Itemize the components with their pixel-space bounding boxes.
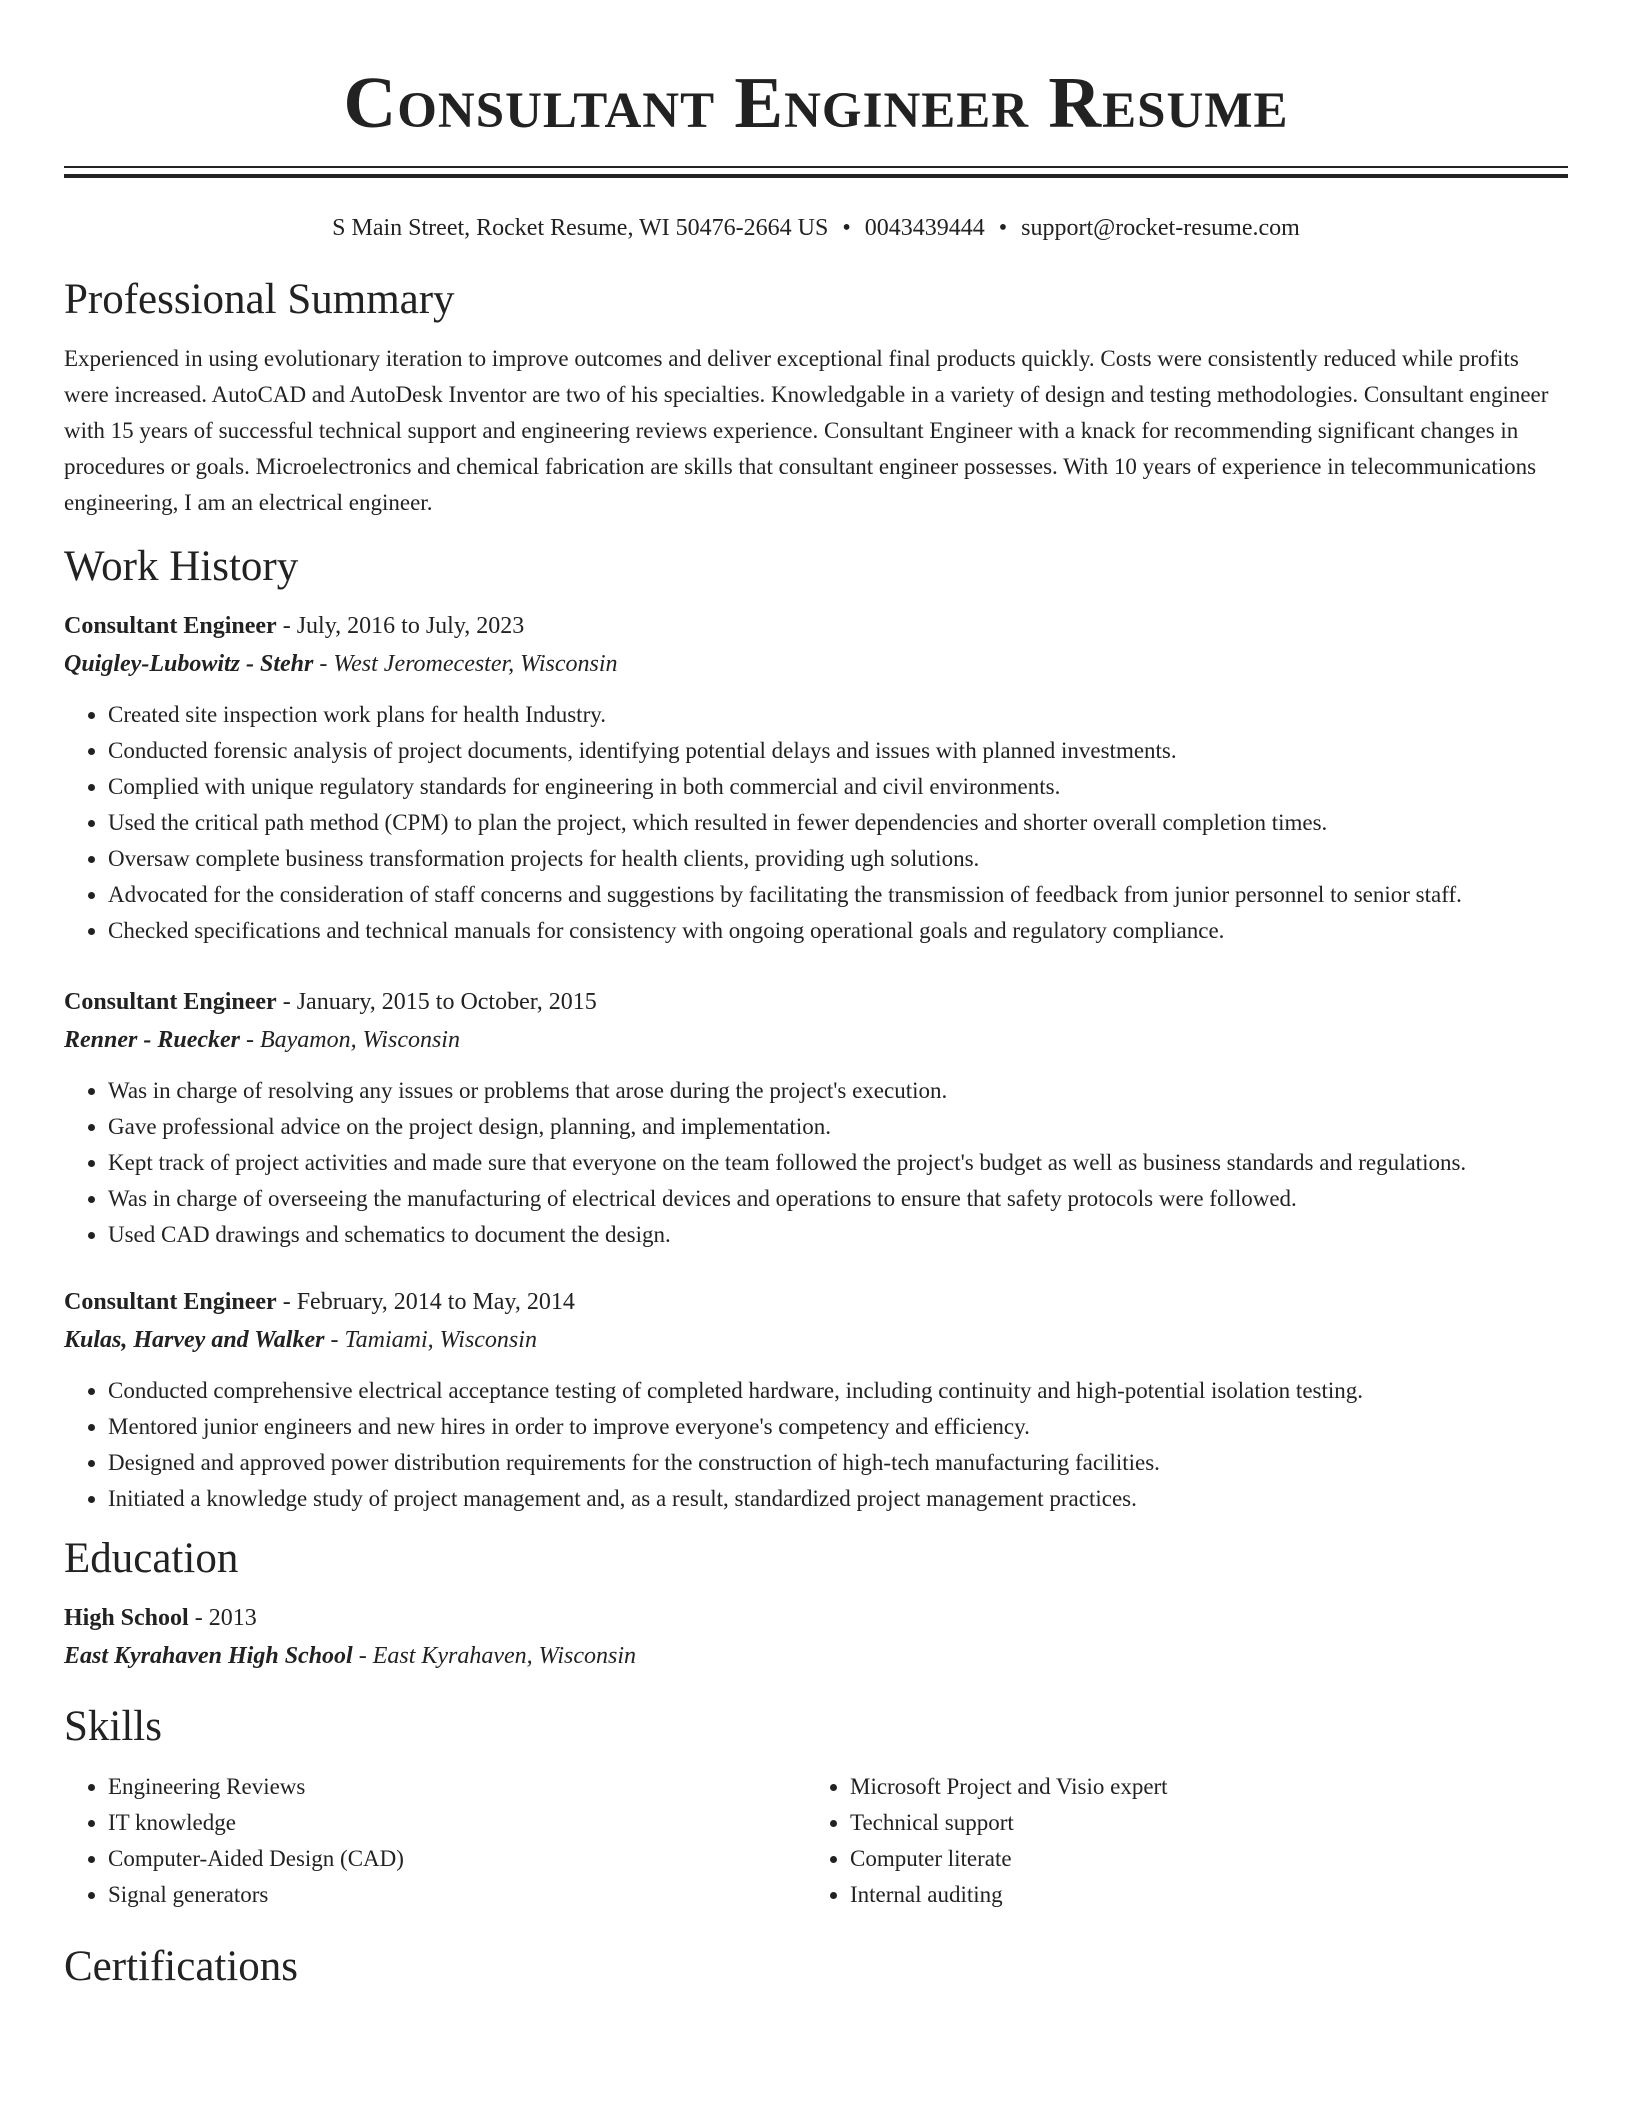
certifications-heading: Certifications: [64, 1943, 299, 1990]
job-company: Kulas, Harvey and Walker: [64, 1327, 325, 1353]
job-title-line: [64, 983, 1568, 1021]
job-company-line: [64, 1321, 1568, 1359]
title-divider-thick: [64, 174, 1568, 178]
list-item: • Oversaw complete business transformation projects for health clients, providing ugh solutions.: [108, 841, 1568, 877]
job-bullets: [64, 697, 1568, 949]
list-item: • Conducted comprehensive electrical acceptance testing of completed hardware, including continuity and high-potential isolation testing.: [108, 1373, 1568, 1409]
list-item: • Microsoft Project and Visio expert: [850, 1769, 1548, 1805]
contact-separator: •: [842, 215, 851, 241]
contact-email: support@rocket-resume.com: [1021, 215, 1300, 241]
job-company-line: [64, 645, 1568, 683]
list-item: • Technical support: [850, 1805, 1548, 1841]
list-item: • Internal auditing: [850, 1877, 1548, 1913]
job-company: Quigley-Lubowitz - Stehr: [64, 651, 314, 677]
list-item: • IT knowledge: [108, 1805, 806, 1841]
job-location: - Tamiami, Wisconsin: [324, 1327, 537, 1353]
title-divider-thin: [64, 166, 1568, 168]
summary-heading: Professional Summary: [64, 276, 455, 323]
list-item: • Used CAD drawings and schematics to document the design.: [108, 1217, 1568, 1253]
job-dates: - July, 2016 to July, 2023: [276, 613, 525, 639]
job-dates: - January, 2015 to October, 2015: [276, 989, 597, 1015]
job-location: - West Jeromecester, Wisconsin: [313, 651, 618, 677]
list-item: • Created site inspection work plans for health Industry.: [108, 697, 1568, 733]
education-degree-line: [64, 1599, 1568, 1637]
resume-title: Consultant Engineer Resume: [343, 62, 1289, 143]
work-history-heading: Work History: [64, 543, 299, 590]
job-entry: [64, 983, 1568, 1253]
skills-list: [64, 1769, 1568, 1913]
list-item: • Gave professional advice on the project design, planning, and implementation.: [108, 1109, 1568, 1145]
education-entry: [64, 1599, 1568, 1675]
list-item: • Mentored junior engineers and new hires in order to improve everyone's competency and efficiency.: [108, 1409, 1568, 1445]
list-item: • Signal generators: [108, 1877, 806, 1913]
list-item: • Kept track of project activities and made sure that everyone on the team followed the project's budget as well as business standards and regulations.: [108, 1145, 1568, 1181]
list-item: • Computer-Aided Design (CAD): [108, 1841, 806, 1877]
education-heading: Education: [64, 1535, 239, 1582]
education-school-line: [64, 1637, 1568, 1675]
education-degree: High School: [64, 1605, 189, 1631]
job-dates: - February, 2014 to May, 2014: [276, 1289, 575, 1315]
job-title: Consultant Engineer: [64, 989, 277, 1015]
list-item: • Was in charge of overseeing the manufacturing of electrical devices and operations to ensure that safety protocols were followed.: [108, 1181, 1568, 1217]
education-year: - 2013: [188, 1605, 257, 1631]
job-title-line: [64, 1283, 1568, 1321]
list-item: • Engineering Reviews: [108, 1769, 806, 1805]
job-entry: [64, 607, 1568, 949]
contact-phone: 0043439444: [864, 215, 985, 241]
list-item: • Was in charge of resolving any issues or problems that arose during the project's execution.: [108, 1073, 1568, 1109]
list-item: • Used the critical path method (CPM) to plan the project, which resulted in fewer dependencies and shorter overall completion times.: [108, 805, 1568, 841]
job-company-line: [64, 1021, 1568, 1059]
job-location: - Bayamon, Wisconsin: [240, 1027, 460, 1053]
education-school: East Kyrahaven High School: [64, 1643, 353, 1669]
education-location: - East Kyrahaven, Wisconsin: [352, 1643, 637, 1669]
list-item: • Designed and approved power distribution requirements for the construction of high-tech manufacturing facilities.: [108, 1445, 1568, 1481]
skills-column-right: [806, 1769, 1548, 1913]
list-item: • Initiated a knowledge study of project management and, as a result, standardized project management practices.: [108, 1481, 1568, 1517]
list-item: • Advocated for the consideration of staff concerns and suggestions by facilitating the transmission of feedback from junior personnel to senior staff.: [108, 877, 1568, 913]
contact-address: S Main Street, Rocket Resume, WI 50476-2664 US: [332, 215, 829, 241]
contact-separator: •: [998, 215, 1008, 241]
skills-column-left: [64, 1769, 806, 1913]
job-entry: [64, 1283, 1568, 1517]
job-title: Consultant Engineer: [64, 1289, 277, 1315]
summary-text: Experienced in using evolutionary iteration to improve outcomes and deliver exceptional final products quickly. Costs were consistently reduced while profits were increased. AutoCAD and AutoDesk Inventor are two of his specialties. Knowledgable in a variety of design and testing methodologies. Consultant engineer with 15 years of successful technical support and engineering reviews experience. Consultant Engineer with a knack for recommending significant changes in procedures or goals. Microelectronics and chemical fabrication are skills that consultant engineer possesses. With 10 years of experience in telecommunications engineering, I am an electrical engineer.: [64, 346, 1549, 515]
job-bullets: [64, 1373, 1568, 1517]
job-title: Consultant Engineer: [64, 613, 277, 639]
list-item: • Computer literate: [850, 1841, 1548, 1877]
job-title-line: [64, 607, 1568, 645]
job-bullets: [64, 1073, 1568, 1253]
list-item: • Checked specifications and technical manuals for consistency with ongoing operational goals and regulatory compliance.: [108, 913, 1568, 949]
job-company: Renner - Ruecker: [64, 1027, 240, 1053]
contact-line: [64, 212, 1568, 244]
list-item: • Complied with unique regulatory standards for engineering in both commercial and civil environments.: [108, 769, 1568, 805]
list-item: • Conducted forensic analysis of project documents, identifying potential delays and issues with planned investments.: [108, 733, 1568, 769]
skills-heading: Skills: [64, 1703, 162, 1750]
